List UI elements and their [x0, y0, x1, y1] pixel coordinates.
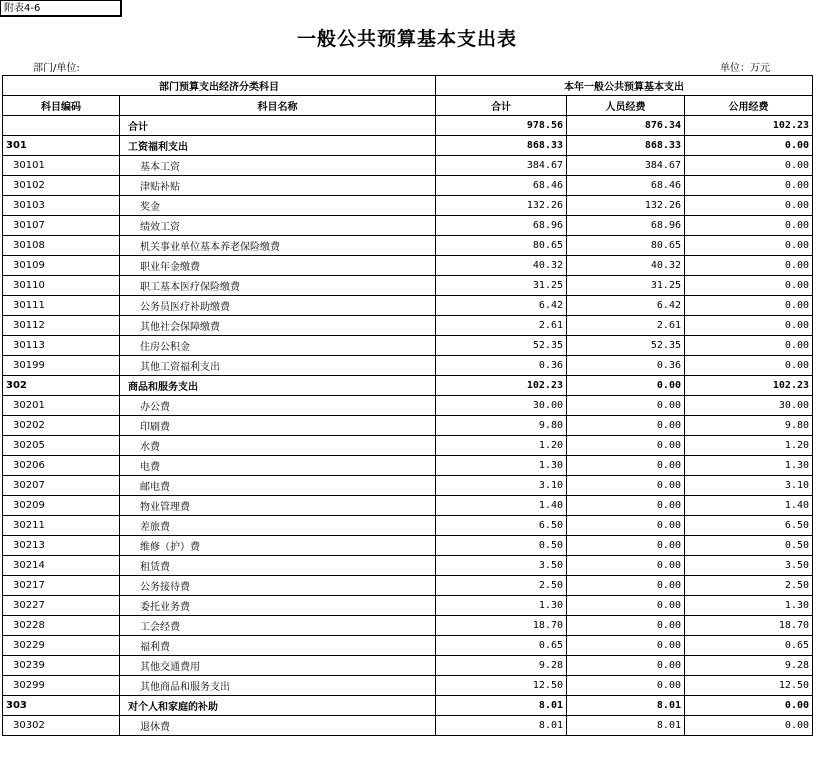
cell-total[interactable]: 18.70	[436, 616, 567, 636]
table-row[interactable]	[3, 156, 813, 176]
cell-public[interactable]: 3.50	[685, 556, 813, 576]
cell-code[interactable]: 30206	[3, 456, 120, 476]
cell-personnel[interactable]: 31.25	[567, 276, 685, 296]
cell-public[interactable]: 102.23	[685, 376, 813, 396]
cell-code[interactable]: 30103	[3, 196, 120, 216]
col-header-personnel: 人员经费	[567, 96, 685, 116]
cell-public[interactable]: 0.00	[685, 716, 813, 736]
cell-code[interactable]: 30113	[3, 336, 120, 356]
cell-name[interactable]: 公务接待费	[120, 576, 436, 596]
cell-name[interactable]: 水费	[120, 436, 436, 456]
cell-total[interactable]: 30.00	[436, 396, 567, 416]
cell-public[interactable]: 0.00	[685, 236, 813, 256]
cell-total[interactable]: 978.56	[436, 116, 567, 136]
cell-name[interactable]: 委托业务费	[120, 596, 436, 616]
cell-name[interactable]: 津贴补贴	[120, 176, 436, 196]
table-row[interactable]	[3, 396, 813, 416]
cell-total[interactable]: 68.46	[436, 176, 567, 196]
cell-public[interactable]: 0.00	[685, 336, 813, 356]
cell-public[interactable]: 0.50	[685, 536, 813, 556]
cell-personnel[interactable]: 0.00	[567, 556, 685, 576]
cell-code[interactable]: 30109	[3, 256, 120, 276]
budget-table	[2, 75, 813, 736]
cell-personnel[interactable]: 132.26	[567, 196, 685, 216]
cell-public[interactable]: 0.00	[685, 136, 813, 156]
cell-public[interactable]: 9.80	[685, 416, 813, 436]
cell-total[interactable]: 8.01	[436, 716, 567, 736]
table-row[interactable]	[3, 336, 813, 356]
table-row[interactable]	[3, 656, 813, 676]
cell-personnel[interactable]: 0.00	[567, 436, 685, 456]
cell-name[interactable]: 职工基本医疗保险缴费	[120, 276, 436, 296]
cell-total[interactable]: 9.80	[436, 416, 567, 436]
cell-total[interactable]: 0.65	[436, 636, 567, 656]
table-row[interactable]	[3, 596, 813, 616]
cell-total[interactable]: 0.50	[436, 536, 567, 556]
cell-total[interactable]: 8.01	[436, 696, 567, 716]
cell-name[interactable]: 工资福利支出	[120, 136, 436, 156]
cell-name[interactable]: 物业管理费	[120, 496, 436, 516]
cell-public[interactable]: 1.20	[685, 436, 813, 456]
table-row[interactable]	[3, 296, 813, 316]
table-row[interactable]	[3, 256, 813, 276]
cell-public[interactable]: 102.23	[685, 116, 813, 136]
cell-name[interactable]: 其他交通费用	[120, 656, 436, 676]
cell-public[interactable]: 0.00	[685, 356, 813, 376]
cell-personnel[interactable]: 0.00	[567, 576, 685, 596]
cell-total[interactable]: 2.61	[436, 316, 567, 336]
cell-personnel[interactable]: 0.00	[567, 596, 685, 616]
table-row[interactable]	[3, 576, 813, 596]
cell-public[interactable]: 1.40	[685, 496, 813, 516]
cell-public[interactable]: 0.00	[685, 176, 813, 196]
cell-total[interactable]: 384.67	[436, 156, 567, 176]
cell-personnel[interactable]: 0.00	[567, 456, 685, 476]
cell-public[interactable]: 0.00	[685, 256, 813, 276]
cell-name[interactable]: 职业年金缴费	[120, 256, 436, 276]
group-header-classification: 部门预算支出经济分类科目	[3, 76, 436, 96]
cell-total[interactable]: 3.10	[436, 476, 567, 496]
cell-public[interactable]: 0.00	[685, 216, 813, 236]
category-row[interactable]	[3, 696, 813, 716]
col-header-total: 合计	[436, 96, 567, 116]
cell-code[interactable]: 30112	[3, 316, 120, 336]
cell-personnel[interactable]: 0.36	[567, 356, 685, 376]
cell-public[interactable]: 0.00	[685, 276, 813, 296]
cell-public[interactable]: 9.28	[685, 656, 813, 676]
table-row[interactable]	[3, 276, 813, 296]
col-header-public: 公用经费	[685, 96, 813, 116]
cell-code[interactable]: 30201	[3, 396, 120, 416]
cell-personnel[interactable]: 8.01	[567, 716, 685, 736]
cell-name[interactable]: 公务员医疗补助缴费	[120, 296, 436, 316]
table-row[interactable]	[3, 556, 813, 576]
cell-public[interactable]: 1.30	[685, 456, 813, 476]
cell-public[interactable]: 0.65	[685, 636, 813, 656]
table-row[interactable]	[3, 216, 813, 236]
cell-code[interactable]: 30205	[3, 436, 120, 456]
cell-personnel[interactable]: 0.00	[567, 616, 685, 636]
cell-code[interactable]: 30107	[3, 216, 120, 236]
cell-name[interactable]: 其他商品和服务支出	[120, 676, 436, 696]
table-row[interactable]	[3, 676, 813, 696]
cell-code[interactable]: 30302	[3, 716, 120, 736]
cell-code[interactable]: 30108	[3, 236, 120, 256]
table-row[interactable]	[3, 236, 813, 256]
cell-total[interactable]: 132.26	[436, 196, 567, 216]
cell-public[interactable]: 0.00	[685, 196, 813, 216]
cell-code[interactable]: 303	[3, 696, 120, 716]
table-row[interactable]	[3, 196, 813, 216]
cell-total[interactable]: 9.28	[436, 656, 567, 676]
cell-total[interactable]: 1.20	[436, 436, 567, 456]
cell-code[interactable]: 30229	[3, 636, 120, 656]
cell-name[interactable]: 机关事业单位基本养老保险缴费	[120, 236, 436, 256]
cell-name[interactable]: 退休费	[120, 716, 436, 736]
cell-total[interactable]: 6.50	[436, 516, 567, 536]
cell-name[interactable]: 租赁费	[120, 556, 436, 576]
cell-personnel[interactable]: 0.00	[567, 496, 685, 516]
cell-code[interactable]: 30214	[3, 556, 120, 576]
cell-code[interactable]: 30209	[3, 496, 120, 516]
cell-code[interactable]: 301	[3, 136, 120, 156]
cell-total[interactable]: 40.32	[436, 256, 567, 276]
cell-code[interactable]: 30110	[3, 276, 120, 296]
cell-total[interactable]: 1.30	[436, 596, 567, 616]
cell-name[interactable]: 对个人和家庭的补助	[120, 696, 436, 716]
dept-label: 部门/单位:	[33, 63, 80, 74]
cell-name[interactable]: 其他工资福利支出	[120, 356, 436, 376]
cell-name[interactable]: 差旅费	[120, 516, 436, 536]
col-header-name: 科目名称	[120, 96, 436, 116]
cell-personnel[interactable]: 384.67	[567, 156, 685, 176]
cell-code[interactable]: 30213	[3, 536, 120, 556]
total-row[interactable]	[3, 116, 813, 136]
cell-code[interactable]: 302	[3, 376, 120, 396]
cell-name[interactable]: 邮电费	[120, 476, 436, 496]
unit-label: 单位：万元	[720, 63, 770, 74]
cell-code[interactable]: 30299	[3, 676, 120, 696]
cell-name[interactable]: 基本工资	[120, 156, 436, 176]
cell-public[interactable]: 0.00	[685, 296, 813, 316]
cell-name[interactable]: 奖金	[120, 196, 436, 216]
cell-personnel[interactable]: 0.00	[567, 396, 685, 416]
table-row[interactable]	[3, 716, 813, 736]
table-row[interactable]	[3, 616, 813, 636]
cell-code[interactable]	[3, 116, 120, 136]
table-row[interactable]	[3, 436, 813, 456]
cell-personnel[interactable]: 868.33	[567, 136, 685, 156]
cell-public[interactable]: 6.50	[685, 516, 813, 536]
cell-code[interactable]: 30239	[3, 656, 120, 676]
cell-name[interactable]: 其他社会保障缴费	[120, 316, 436, 336]
cell-personnel[interactable]: 0.00	[567, 536, 685, 556]
table-row[interactable]	[3, 416, 813, 436]
cell-total[interactable]: 1.40	[436, 496, 567, 516]
cell-code[interactable]: 30217	[3, 576, 120, 596]
table-row[interactable]	[3, 476, 813, 496]
table-row[interactable]	[3, 176, 813, 196]
page-title: 一般公共预算基本支出表	[296, 28, 517, 50]
cell-total[interactable]: 0.36	[436, 356, 567, 376]
cell-personnel[interactable]: 52.35	[567, 336, 685, 356]
cell-public[interactable]: 2.50	[685, 576, 813, 596]
cell-code[interactable]: 30101	[3, 156, 120, 176]
cell-personnel[interactable]: 40.32	[567, 256, 685, 276]
cell-personnel[interactable]: 80.65	[567, 236, 685, 256]
cell-personnel[interactable]: 68.96	[567, 216, 685, 236]
cell-total[interactable]: 868.33	[436, 136, 567, 156]
cell-total[interactable]: 6.42	[436, 296, 567, 316]
cell-name[interactable]: 商品和服务支出	[120, 376, 436, 396]
cell-total[interactable]: 80.65	[436, 236, 567, 256]
cell-name[interactable]: 工会经费	[120, 616, 436, 636]
cell-name[interactable]: 电费	[120, 456, 436, 476]
cell-name[interactable]: 合计	[120, 116, 436, 136]
cell-code[interactable]: 30111	[3, 296, 120, 316]
table-column-header-row	[3, 96, 813, 116]
cell-personnel[interactable]: 0.00	[567, 516, 685, 536]
cell-total[interactable]: 2.50	[436, 576, 567, 596]
cell-code[interactable]: 30199	[3, 356, 120, 376]
cell-code[interactable]: 30227	[3, 596, 120, 616]
cell-personnel[interactable]: 0.00	[567, 476, 685, 496]
table-row[interactable]	[3, 496, 813, 516]
cell-public[interactable]: 0.00	[685, 316, 813, 336]
cell-code[interactable]: 30211	[3, 516, 120, 536]
cell-public[interactable]: 18.70	[685, 616, 813, 636]
cell-name[interactable]: 住房公积金	[120, 336, 436, 356]
col-header-code: 科目编码	[3, 96, 120, 116]
cell-personnel[interactable]: 876.34	[567, 116, 685, 136]
cell-public[interactable]: 3.10	[685, 476, 813, 496]
table-row[interactable]	[3, 316, 813, 336]
cell-personnel[interactable]: 0.00	[567, 376, 685, 396]
cell-public[interactable]: 0.00	[685, 696, 813, 716]
cell-name[interactable]: 印刷费	[120, 416, 436, 436]
cell-code[interactable]: 30102	[3, 176, 120, 196]
cell-total[interactable]: 68.96	[436, 216, 567, 236]
table-row[interactable]	[3, 356, 813, 376]
cell-public[interactable]: 1.30	[685, 596, 813, 616]
cell-public[interactable]: 0.00	[685, 156, 813, 176]
cell-total[interactable]: 31.25	[436, 276, 567, 296]
category-row[interactable]	[3, 376, 813, 396]
table-row[interactable]	[3, 636, 813, 656]
cell-total[interactable]: 102.23	[436, 376, 567, 396]
cell-personnel[interactable]: 68.46	[567, 176, 685, 196]
cell-personnel[interactable]: 0.00	[567, 656, 685, 676]
group-header-expenditure: 本年一般公共预算基本支出	[436, 76, 813, 96]
cell-total[interactable]: 52.35	[436, 336, 567, 356]
cell-code[interactable]: 30228	[3, 616, 120, 636]
cell-total[interactable]: 12.50	[436, 676, 567, 696]
category-row[interactable]	[3, 136, 813, 156]
cell-name[interactable]: 办公费	[120, 396, 436, 416]
cell-personnel[interactable]: 0.00	[567, 636, 685, 656]
cell-personnel[interactable]: 2.61	[567, 316, 685, 336]
attachment-label[interactable]: 附表4-6	[0, 0, 122, 17]
cell-code[interactable]: 30207	[3, 476, 120, 496]
cell-name[interactable]: 绩效工资	[120, 216, 436, 236]
table-row[interactable]	[3, 456, 813, 476]
cell-personnel[interactable]: 8.01	[567, 696, 685, 716]
cell-total[interactable]: 3.50	[436, 556, 567, 576]
table-row[interactable]	[3, 516, 813, 536]
cell-personnel[interactable]: 6.42	[567, 296, 685, 316]
cell-public[interactable]: 30.00	[685, 396, 813, 416]
cell-personnel[interactable]: 0.00	[567, 416, 685, 436]
cell-name[interactable]: 维修（护）费	[120, 536, 436, 556]
cell-personnel[interactable]: 0.00	[567, 676, 685, 696]
cell-code[interactable]: 30202	[3, 416, 120, 436]
table-group-header-row	[3, 76, 813, 96]
cell-name[interactable]: 福利费	[120, 636, 436, 656]
cell-public[interactable]: 12.50	[685, 676, 813, 696]
cell-total[interactable]: 1.30	[436, 456, 567, 476]
table-row[interactable]	[3, 536, 813, 556]
